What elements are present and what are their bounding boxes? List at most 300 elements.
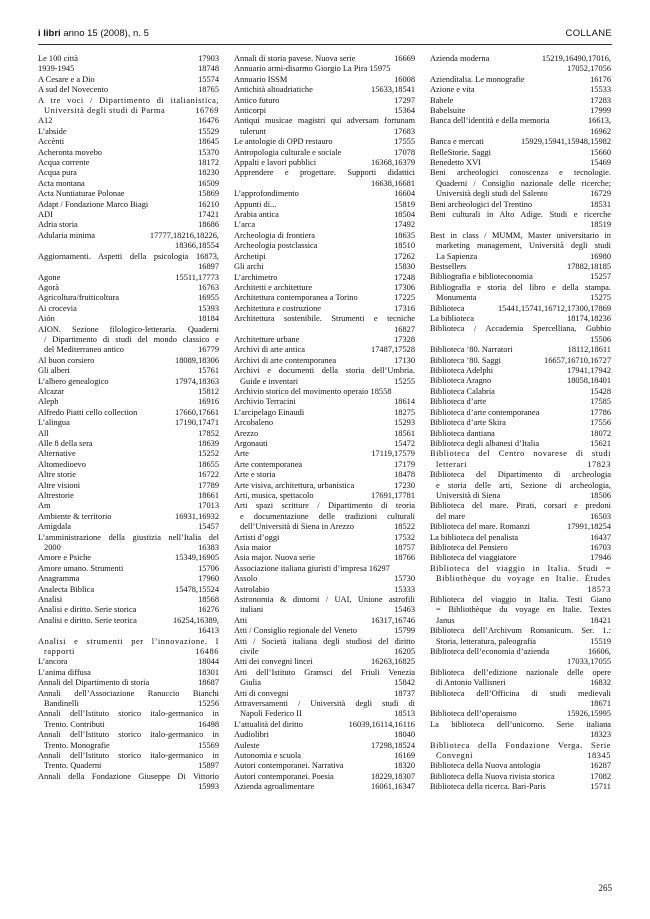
entry-line — [234, 533, 415, 543]
entry-number: 18072 — [590, 428, 611, 438]
entry-title: Biblioteca dell’operaismo — [430, 709, 517, 719]
entry-title: Attraversamenti / Università degli studi di — [234, 699, 415, 709]
entry-title: Arti, musica, spettacolo — [234, 491, 314, 500]
index-entry — [430, 283, 611, 304]
index-entry — [430, 314, 611, 324]
entry-number: 15897 — [198, 761, 219, 771]
entry-title: Biblioteca dell’economia d’azienda — [430, 646, 550, 656]
entry-line — [430, 356, 611, 366]
index-entry — [234, 418, 415, 428]
index-entry — [234, 657, 415, 667]
entry-title: BelleStorie. Saggi — [430, 147, 491, 157]
entry-line — [234, 397, 415, 407]
entry-number: 17306 — [394, 282, 415, 292]
entry-line — [234, 689, 415, 699]
entry-title: Annali dell’Associazione Ranuccio Bianchi — [38, 688, 219, 698]
entry-line — [38, 127, 219, 137]
index-entry — [234, 387, 415, 397]
index-entry — [38, 481, 219, 491]
page-number: 265 — [598, 883, 612, 893]
index-entry — [430, 106, 611, 116]
entry-line — [38, 273, 219, 283]
entry-title: italiani — [240, 605, 264, 615]
entry-number: 18323 — [590, 730, 611, 740]
entry-title: Acta Nuntiaturae Polonae — [38, 189, 125, 199]
entry-title: Biblioteca dantiana — [430, 428, 495, 438]
index-entry — [430, 304, 611, 314]
entry-title: Gli alberi — [38, 366, 70, 376]
entry-title: Atti / Società italiana degli studiosi del diritto — [234, 636, 415, 646]
entry-number: 16832 — [590, 678, 611, 688]
entry-title: Azione e vita — [430, 85, 475, 95]
entry-line — [38, 200, 219, 210]
entry-line — [234, 460, 415, 470]
entry-title: Banca e mercati — [430, 137, 484, 147]
entry-title: Appalti e lavori pubblici — [234, 158, 317, 168]
entry-number: 15519 — [590, 636, 611, 646]
entry-title: Best in class / MUMM, Master universitario in — [430, 230, 611, 240]
entry-title: tulerunt — [240, 126, 267, 136]
entry-number: 18506 — [590, 490, 611, 500]
entry-line — [234, 220, 415, 230]
journal-title: i libri — [38, 28, 61, 39]
entry-line — [234, 262, 415, 272]
index-entry — [234, 491, 415, 501]
entry-number: 17974,18363 — [175, 376, 219, 386]
index-entry — [430, 376, 611, 386]
entry-number: 18766 — [394, 553, 415, 563]
index-entry — [430, 137, 611, 147]
entry-line — [234, 429, 415, 439]
entry-number: 18229,18307 — [371, 771, 415, 781]
index-entry — [234, 262, 415, 272]
index-entry — [38, 220, 219, 230]
entry-line — [38, 543, 219, 553]
entry-title: Architettura e costruzione — [234, 303, 321, 313]
entry-number: 17777,18216,18226, — [149, 230, 219, 240]
index-entry — [234, 397, 415, 407]
entry-title: Biblioteca ’80. Saggi — [430, 355, 501, 365]
index-entry — [234, 273, 415, 283]
index-entry — [234, 293, 415, 303]
index-entry — [234, 449, 415, 459]
entry-title: L’amministrazione della giustizia nell’Italia del — [38, 532, 219, 542]
entry-number: 15472 — [394, 438, 415, 448]
entry-number: 16254,16389, — [172, 615, 219, 625]
index-entry — [38, 387, 219, 397]
entry-number: 18661 — [198, 491, 219, 500]
entry-number: 15364 — [394, 106, 415, 116]
index-entry — [38, 64, 219, 74]
entry-title: Archetipi — [234, 251, 266, 261]
index-entry — [430, 96, 611, 106]
entry-number: 17532 — [394, 532, 415, 542]
entry-line — [234, 200, 415, 210]
entry-title: Bandinelli — [44, 699, 79, 709]
entry-line — [430, 75, 611, 85]
entry-number: 15993 — [198, 782, 219, 792]
entry-number: 16061,16347 — [371, 782, 415, 792]
index-entry — [430, 116, 611, 137]
entry-number: 17328 — [394, 334, 415, 344]
index-entry — [430, 262, 611, 272]
entry-title: Autori contemporanei. Poesia — [234, 771, 334, 781]
index-entry — [430, 75, 611, 85]
entry-number: 18757 — [394, 543, 415, 552]
header-rule — [38, 44, 612, 45]
index-entry — [38, 366, 219, 376]
entry-title: Archeologia di frontiera — [234, 230, 315, 240]
entry-number: 17119,17579 — [371, 449, 415, 459]
index-entry — [234, 626, 415, 636]
index-entry — [234, 741, 415, 751]
index-entry — [234, 158, 415, 168]
entry-title: = Bibliothèque du voyage en Italie. Textes — [436, 605, 611, 615]
entry-title: Agricoltura/frutticoltura — [38, 293, 119, 303]
entry-number: 15478,15524 — [175, 584, 219, 594]
entry-title: Biblioteca del mare. Pirati, corsari e predoni — [430, 501, 611, 511]
entry-number: 18635 — [394, 230, 415, 240]
index-entry — [430, 408, 611, 418]
entry-title: Bibliothèque du voyage en Italie. Études — [436, 574, 611, 584]
entry-number: 18614 — [394, 397, 415, 407]
entry-line — [38, 189, 219, 199]
entry-title: All — [38, 428, 49, 438]
entry-title: L’attualità del diritto — [234, 719, 303, 729]
entry-line — [430, 158, 611, 168]
entry-title: Architettura sostenibile. Strumenti e tecniche — [234, 314, 415, 324]
entry-number: 16317,16746 — [371, 615, 415, 625]
index-entry — [38, 616, 219, 637]
entry-title: Adria storia — [38, 220, 78, 230]
index-entry — [38, 657, 219, 667]
entry-number: 18230 — [198, 168, 219, 178]
entry-number: 17999 — [590, 106, 611, 116]
index-entry — [430, 324, 611, 345]
index-entry — [38, 449, 219, 459]
entry-line — [430, 148, 611, 158]
entry-number: 15370 — [198, 147, 219, 157]
index-entry — [234, 689, 415, 699]
entry-title: Annali dell’Istituto storico italo-germanico in — [38, 709, 219, 719]
entry-title: Annali della Fondazione Giuseppe Di Vittorio — [38, 771, 219, 781]
entry-number: 17941,17942 — [567, 366, 611, 376]
entry-title: Biblioteca dell’Officina di studi medievali — [430, 688, 611, 698]
entry-line — [38, 116, 219, 126]
entry-line — [38, 741, 219, 751]
index-entry — [38, 137, 219, 147]
entry-title: Università degli studi del Salento — [436, 189, 548, 199]
entry-line — [234, 522, 415, 532]
index-column-3 — [430, 54, 611, 793]
entry-number: 15393 — [198, 303, 219, 313]
entry-title: del Mediterraneo antico — [44, 345, 124, 355]
entry-line — [234, 127, 415, 137]
entry-title: L’arcipelago Einaudi — [234, 407, 305, 417]
entry-number: 17660,17661 — [175, 407, 219, 417]
index-entry — [234, 616, 415, 626]
index-entry — [430, 148, 611, 158]
index-entry — [430, 387, 611, 397]
entry-line — [234, 210, 415, 220]
index-entry — [234, 366, 415, 387]
entry-title: L’approfondimento — [234, 189, 299, 199]
entry-title: Alternative — [38, 449, 76, 459]
index-entry — [234, 200, 415, 210]
entry-line — [234, 241, 415, 251]
entry-title: L’abside — [38, 126, 67, 136]
entry-number: 15506 — [590, 334, 611, 344]
entry-line — [38, 522, 219, 532]
entry-line — [234, 720, 415, 730]
entry-number: 16729 — [590, 189, 611, 199]
entry-line — [430, 85, 611, 95]
index-entry — [430, 429, 611, 439]
entry-title: ADI — [38, 210, 53, 220]
entry-number: 18301 — [198, 667, 219, 677]
entry-line — [38, 647, 219, 657]
entry-number: 15219,16490,17016, — [541, 54, 611, 63]
entry-line — [234, 491, 415, 501]
entry-title: Analisi — [38, 595, 63, 605]
entry-title: A Cesare e a Dio — [38, 74, 95, 84]
entry-line — [38, 720, 219, 730]
entry-line — [38, 314, 219, 324]
entry-number: 16169 — [394, 751, 415, 761]
entry-title: 1939-1945 — [38, 64, 75, 74]
entry-line — [430, 772, 611, 782]
entry-title: Napoli Federico II — [240, 709, 302, 719]
entry-title: Biblioteca del viaggiatore — [430, 553, 517, 563]
entry-title: Analecta Biblica — [38, 584, 95, 594]
entry-number: 16769 — [195, 106, 219, 116]
index-entry — [234, 54, 415, 64]
entry-title: Agorà — [38, 282, 59, 292]
entry-line — [234, 626, 415, 636]
entry-line — [430, 678, 611, 688]
entry-title: Atti — [234, 615, 248, 625]
entry-line — [234, 189, 415, 199]
index-entry — [234, 772, 415, 782]
entry-line — [430, 647, 611, 657]
entry-line — [430, 418, 611, 428]
entry-title: Archivio storico del movimento operaio 18558 — [234, 386, 392, 396]
entry-line — [38, 761, 219, 771]
index-column-2 — [234, 54, 415, 793]
entry-title: Trento. Contributi — [44, 719, 105, 729]
entry-title: Biblioteca della ricerca. Bari-Paris — [430, 782, 546, 792]
entry-line — [38, 616, 219, 626]
entry-line — [430, 304, 611, 314]
entry-title: Anticorpi — [234, 106, 267, 116]
entry-line — [38, 501, 219, 511]
index-entry — [38, 179, 219, 189]
entry-title: Banca dell’identità e della memoria — [430, 116, 550, 126]
index-entry — [234, 85, 415, 95]
entry-line — [38, 418, 219, 428]
entry-line — [234, 647, 415, 657]
entry-number: 17078 — [394, 147, 415, 157]
index-entry — [234, 470, 415, 480]
entry-number: 17852 — [198, 428, 219, 438]
entry-number: 17555 — [394, 137, 415, 147]
entry-title: Apprendere e progettare. Supporti didattici — [234, 168, 415, 178]
entry-line — [38, 512, 219, 522]
entry-number: 15463 — [394, 605, 415, 615]
entry-title: Argonauti — [234, 438, 268, 448]
entry-number: 18421 — [590, 615, 611, 625]
index-column-1 — [38, 54, 219, 793]
entry-line — [430, 460, 611, 470]
entry-number: 15275 — [590, 293, 611, 303]
index-entry — [234, 564, 415, 574]
entry-line — [38, 85, 219, 95]
entry-number: 18522 — [394, 522, 415, 532]
entry-line — [38, 387, 219, 397]
entry-title: Archivi e documenti della storia dell’Umbria. — [234, 366, 415, 376]
entry-line — [430, 106, 611, 116]
entry-title: Acta montana — [38, 178, 85, 188]
entry-line — [234, 439, 415, 449]
index-entry — [430, 668, 611, 689]
entry-number: 17683 — [394, 126, 415, 136]
entry-number: 16722 — [198, 470, 219, 480]
entry-number: 15256 — [198, 699, 219, 709]
entry-line — [38, 137, 219, 147]
entry-title: Antropologia culturale e sociale — [234, 147, 342, 157]
entry-number: 16897 — [198, 262, 219, 272]
entry-number: 18345 — [587, 750, 611, 760]
entry-line — [430, 262, 611, 272]
entry-title: di Antonio Vallisneri — [436, 678, 506, 688]
entry-title: Amore e Psiche — [38, 553, 92, 563]
entry-number: 16509 — [198, 178, 219, 188]
entry-line — [38, 106, 219, 116]
entry-line — [430, 397, 611, 407]
entry-line — [234, 772, 415, 782]
index-entry — [234, 64, 415, 74]
entry-line — [38, 574, 219, 584]
entry-number: 18184 — [198, 314, 219, 324]
entry-number: 16606, — [587, 646, 611, 656]
entry-number: 15441,15741,16712,17300,17869 — [497, 303, 611, 313]
entry-title: Biblioteca del mare. Romanzi — [430, 522, 531, 532]
entry-title: Ai crocevia — [38, 303, 77, 313]
index-entry — [234, 304, 415, 314]
index-entry — [38, 314, 219, 324]
index-entry — [430, 553, 611, 563]
entry-number: 17556 — [590, 418, 611, 428]
entry-line — [234, 751, 415, 761]
index-entry — [38, 200, 219, 210]
entry-number: 15252 — [198, 449, 219, 459]
entry-title: Biblioteca d’arte — [430, 397, 487, 407]
entry-title: Anagramma — [38, 574, 80, 584]
entry-number: 15569 — [198, 740, 219, 750]
entry-title: L’ancora — [38, 657, 68, 667]
entry-number: 15660 — [590, 147, 611, 157]
index-entry — [234, 761, 415, 771]
entry-title: Janus — [436, 615, 455, 625]
entry-line — [38, 75, 219, 85]
entry-number: 16205 — [394, 647, 415, 657]
entry-title: Biblioteca Adelphi — [430, 366, 494, 376]
entry-number: 16638,16681 — [371, 178, 415, 188]
index-entry — [38, 491, 219, 501]
index-entry — [234, 356, 415, 366]
entry-title: A tre voci / Dipartimento di italianistica, — [38, 95, 219, 105]
index-entry — [38, 252, 219, 273]
entry-title: Autonomia e scuola — [234, 751, 301, 761]
index-entry — [430, 709, 611, 719]
index-entry — [38, 377, 219, 387]
index-entry — [234, 116, 415, 137]
entry-number: 16368,16379 — [371, 158, 415, 168]
index-entry — [38, 709, 219, 730]
entry-title: Astronomia & dintorni / UAI, Unione astrofili — [234, 595, 415, 605]
entry-number: 16779 — [198, 345, 219, 355]
entry-number: 16498 — [198, 719, 219, 729]
entry-number: 16703 — [590, 542, 611, 552]
index-entry — [430, 231, 611, 262]
index-entry — [430, 345, 611, 355]
entry-line — [234, 158, 415, 168]
entry-line — [430, 429, 611, 439]
index-entry — [430, 501, 611, 522]
entry-title: Biblioteca d’arte contemporanea — [430, 407, 540, 417]
entry-line — [38, 210, 219, 220]
entry-number: 17052,17056 — [567, 64, 611, 74]
index-entry — [38, 595, 219, 605]
index-entry — [234, 481, 415, 491]
entry-line — [430, 751, 611, 761]
index-entry — [234, 408, 415, 418]
index-entry — [38, 533, 219, 554]
entry-number: 17492 — [394, 220, 415, 230]
entry-line — [430, 96, 611, 106]
entry-number: 17823 — [587, 459, 611, 469]
entry-line — [234, 293, 415, 303]
entry-line — [234, 283, 415, 293]
entry-title: Trento. Monografie — [44, 740, 110, 750]
entry-line — [234, 470, 415, 480]
entry-line — [430, 376, 611, 386]
entry-title: Quaderni / Consiglio nazionale delle ricerche; — [436, 178, 611, 188]
entry-line — [234, 449, 415, 459]
index-entry — [430, 366, 611, 376]
entry-line — [38, 460, 219, 470]
entry-title: Altre storie — [38, 470, 76, 480]
entry-title: Biblioteca dell’Archivum Romanicum. Ser. 1.: — [430, 626, 611, 636]
entry-number: 16604 — [394, 189, 415, 199]
entry-number: 15349,16905 — [175, 553, 219, 563]
index-entry — [234, 637, 415, 658]
entry-number: 17283 — [590, 95, 611, 105]
entry-title: Arte e storia — [234, 470, 276, 480]
index-entry — [38, 689, 219, 710]
entry-number: 16613, — [587, 116, 611, 126]
entry-title: Biblioteca del viaggio in Italia. Testi Giano — [430, 594, 611, 604]
entry-number: 17946 — [590, 553, 611, 563]
entry-line — [38, 283, 219, 293]
entry-title: Le antologie di OPD restauro — [234, 137, 333, 147]
entry-title: Biblioteca d’arte Skira — [430, 418, 506, 428]
entry-number: 16503 — [590, 511, 611, 521]
entry-number: 16383 — [198, 543, 219, 553]
entry-line — [430, 272, 611, 282]
entry-line — [430, 761, 611, 771]
index-entry — [234, 168, 415, 189]
